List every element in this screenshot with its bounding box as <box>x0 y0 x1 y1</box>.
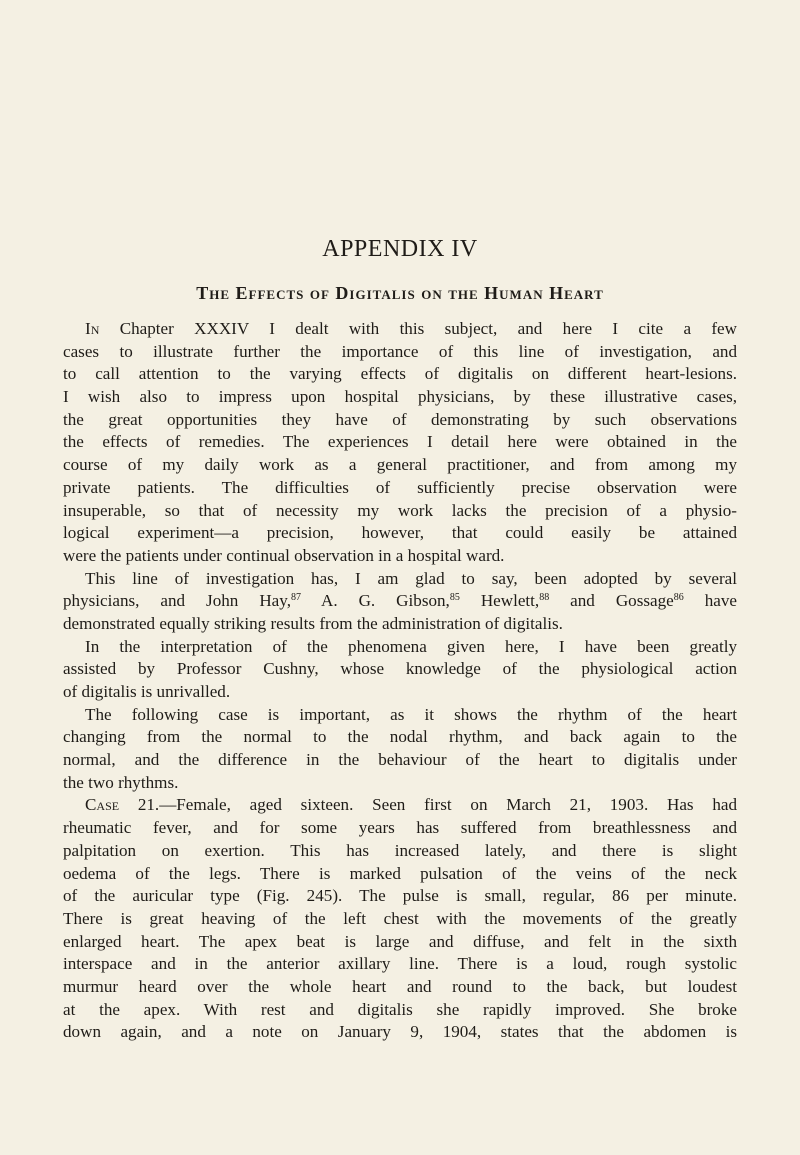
text-line <box>63 840 737 863</box>
text-run: insuperable, so that of necessity my work lacks the precision of a physio- <box>63 500 737 520</box>
text-line <box>63 500 737 523</box>
text-run: the effects of remedies. The experiences I detail here were obtained in the <box>63 432 737 452</box>
paragraph <box>63 794 737 1044</box>
text-line <box>63 613 737 636</box>
text-run: 21.—Female, aged sixteen. Seen first on March 21, 1903. Has had <box>119 795 737 815</box>
text-line <box>63 318 737 341</box>
reference-superscript: 87 <box>290 592 301 604</box>
text-run: course of my daily work as a general practitioner, and from among my <box>63 455 737 475</box>
text-run: oedema of the legs. There is marked pulsation of the veins of the neck <box>63 863 737 883</box>
text-line <box>63 976 737 999</box>
text-line <box>63 863 737 886</box>
text-line <box>63 590 737 613</box>
appendix-subtitle: The Effects of Digitalis on the Human Heart <box>196 283 604 303</box>
text-line <box>63 363 737 386</box>
text-line <box>63 681 737 704</box>
text-line <box>63 817 737 840</box>
text-run: A. G. Gibson, <box>300 591 450 611</box>
text-run: The following case is important, as it shows the rhythm of the heart <box>85 704 737 724</box>
text-line <box>63 431 737 454</box>
text-run: There is great heaving of the left chest with the movements of the greatly <box>63 908 737 928</box>
text-run: to call attention to the varying effects of digitalis on different heart-lesions. <box>63 364 737 384</box>
text-line <box>63 386 737 409</box>
body-text <box>63 318 737 1044</box>
paragraph <box>63 318 737 568</box>
text-line <box>63 999 737 1022</box>
text-run: interspace and in the anterior axillary line. There is a loud, rough systolic <box>63 954 737 974</box>
text-line <box>63 726 737 749</box>
text-run: the great opportunities they have of demonstrating by such observations <box>63 409 737 429</box>
appendix-heading: APPENDIX IV <box>322 236 478 262</box>
text-line <box>63 794 737 817</box>
text-line <box>63 704 737 727</box>
text-line <box>63 454 737 477</box>
text-line <box>63 522 737 545</box>
text-run: assisted by Professor Cushny, whose knowledge of the physiological action <box>63 659 737 679</box>
text-line <box>63 545 737 568</box>
text-run: Hewlett, <box>459 591 540 611</box>
text-run: demonstrated equally striking results from the administration of digitalis. <box>63 613 563 633</box>
paragraph <box>63 568 737 636</box>
text-run: at the apex. With rest and digitalis she rapidly improved. She broke <box>63 999 737 1019</box>
text-run: This line of investigation has, I am glad to say, been adopted by several <box>85 568 737 588</box>
text-run: down again, and a note on January 9, 1904, states that the abdomen is <box>63 1022 737 1042</box>
text-run: private patients. The difficulties of sufficiently precise observation were <box>63 477 737 497</box>
text-run: cases to illustrate further the importance of this line of investigation, and <box>63 341 737 361</box>
text-run: physicians, and John Hay, <box>63 591 291 611</box>
text-line <box>63 908 737 931</box>
text-run: of digitalis is unrivalled. <box>63 682 231 701</box>
text-run: changing from the normal to the nodal rhythm, and back again to the <box>63 727 737 747</box>
text-line <box>63 953 737 976</box>
text-run: normal, and the difference in the behaviour of the heart to digitalis under <box>63 750 737 770</box>
text-run: have <box>683 591 737 611</box>
text-run: enlarged heart. The apex beat is large and diffuse, and felt in the sixth <box>63 931 737 951</box>
text-run: and Gossage <box>549 591 674 611</box>
text-line <box>63 341 737 364</box>
small-caps-lead: Case <box>85 795 120 815</box>
text-line <box>63 1021 737 1044</box>
text-line <box>63 749 737 772</box>
text-line <box>63 568 737 591</box>
text-run: Chapter XXXIV I dealt with this subject, and here I cite a few <box>99 319 737 338</box>
text-run: I wish also to impress upon hospital physicians, by these illustrative cases, <box>63 387 737 407</box>
reference-superscript: 86 <box>673 592 684 604</box>
paragraph <box>63 636 737 704</box>
reference-superscript: 88 <box>539 592 550 604</box>
text-run: In the interpretation of the phenomena given here, I have been greatly <box>85 636 737 656</box>
text-run: the two rhythms. <box>63 772 179 792</box>
text-run: logical experiment—a precision, however, that could easily be attained <box>63 523 737 543</box>
reference-superscript: 85 <box>449 592 460 604</box>
text-line <box>63 477 737 500</box>
text-run: were the patients under continual observation in a hospital ward. <box>63 545 505 565</box>
text-run: murmur heard over the whole heart and round to the back, but loudest <box>63 976 737 996</box>
text-run: palpitation on exertion. This has increased lately, and there is slight <box>63 840 737 860</box>
text-line <box>63 636 737 659</box>
text-line <box>63 885 737 908</box>
text-run: rheumatic fever, and for some years has suffered from breathlessness and <box>63 818 737 838</box>
small-caps-lead: In <box>85 319 100 338</box>
paragraph <box>63 704 737 795</box>
text-line <box>63 658 737 681</box>
text-line <box>63 931 737 954</box>
text-line <box>63 772 737 795</box>
text-run: of the auricular type (Fig. 245). The pulse is small, regular, 86 per minute. <box>63 886 737 906</box>
text-line <box>63 409 737 432</box>
